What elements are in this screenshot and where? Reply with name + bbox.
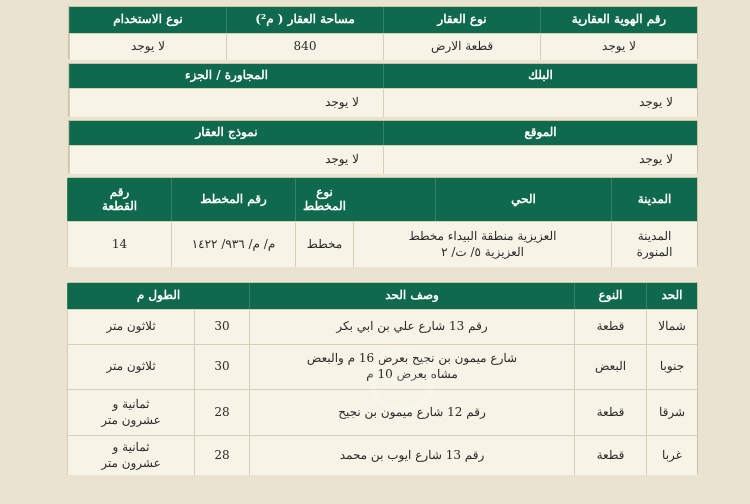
value-property-area: 840 [226, 33, 383, 60]
site-table [68, 120, 698, 173]
value-plan-number: م/ م/ ٩٣٦/ ١٤٢٢ [171, 221, 295, 267]
header-boundary: الحد [646, 283, 697, 309]
header-property-type: نوع العقار [383, 7, 540, 33]
boundary-type: قطعة [574, 389, 646, 435]
block-table [68, 63, 698, 116]
boundary-side: شرقا [646, 389, 697, 435]
header-block: البلك [383, 64, 697, 88]
boundary-side: غربا [646, 435, 697, 475]
value-block: لا يوجد [383, 88, 697, 117]
boundary-description: شارع ميمون بن نجيح بعرض 16 م والبعض مشاه بعرض 10 م [249, 344, 574, 389]
boundary-length-words: ثلاثون متر [67, 344, 194, 389]
boundary-length-words: ثمانية و عشرون متر [67, 389, 194, 435]
boundary-length: 28 [194, 389, 249, 435]
boundary-length: 28 [194, 435, 249, 475]
boundaries-table [68, 282, 698, 474]
boundary-description: رقم 13 شارع ايوب بن محمد [249, 435, 574, 475]
value-district: العزيزية منطقة البيداء مخطط العزيزية ٥/ ت/ ٢ [353, 221, 611, 267]
boundary-description: رقم 12 شارع ميمون بن نجيح [249, 389, 574, 435]
location-table [68, 177, 698, 266]
boundary-side: شمالا [646, 309, 697, 344]
header-boundary-description: وصف الحد [249, 283, 574, 309]
value-usage-type: لا يوجد [69, 33, 226, 60]
boundary-description: رقم 13 شارع علي بن ابي بكر [249, 309, 574, 344]
header-plan-type: نوع المخطط [295, 178, 353, 221]
boundary-length-words: ثلاثون متر [67, 309, 194, 344]
property-info-table [68, 6, 698, 59]
header-neighborhood-part: المجاورة / الجزء [69, 64, 383, 88]
boundary-type: قطعة [574, 435, 646, 475]
header-property-area: مساحة العقار ( م²) [226, 7, 383, 33]
boundary-type: قطعة [574, 309, 646, 344]
boundary-side: جنوبا [646, 344, 697, 389]
header-city: المدينة [611, 178, 697, 221]
value-city: المدينة المنورة [611, 221, 697, 267]
header-property-id: رقم الهوية العقارية [540, 7, 697, 33]
header-plan-number: رقم المخطط [171, 178, 295, 221]
value-property-model: لا يوجد [69, 145, 383, 174]
value-plot-number: 14 [67, 221, 171, 267]
header-length: الطول م [67, 283, 249, 309]
header-spacer [353, 178, 435, 221]
value-neighborhood-part: لا يوجد [69, 88, 383, 117]
header-district: الحي [435, 178, 611, 221]
value-property-type: قطعة الارض [383, 33, 540, 60]
header-boundary-type: النوع [574, 283, 646, 309]
boundary-length: 30 [194, 344, 249, 389]
value-site: لا يوجد [383, 145, 697, 174]
header-plot-number: رقم القطعة [67, 178, 171, 221]
value-property-id: لا يوجد [540, 33, 697, 60]
value-plan-type: مخطط [295, 221, 353, 267]
boundary-length-words: ثمانية و عشرون متر [67, 435, 194, 475]
boundary-length: 30 [194, 309, 249, 344]
header-site: الموقع [383, 121, 697, 145]
boundary-type: البعض [574, 344, 646, 389]
header-property-model: نموذج العقار [69, 121, 383, 145]
header-usage-type: نوع الاستخدام [69, 7, 226, 33]
